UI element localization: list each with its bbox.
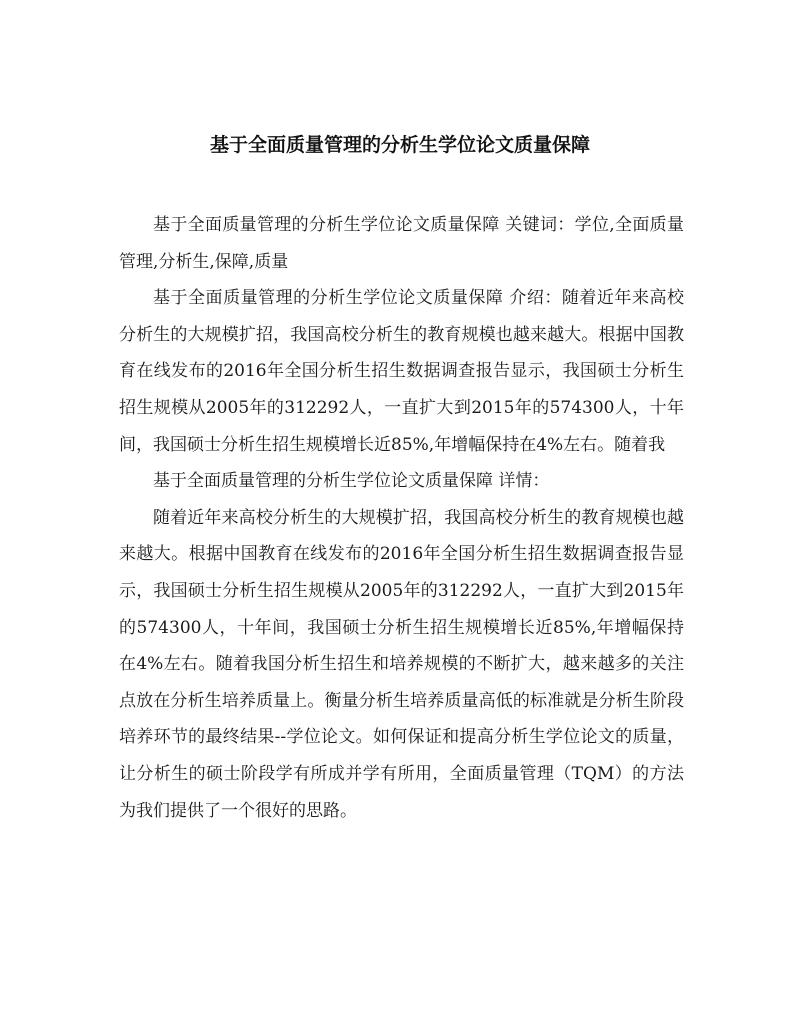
details-heading-paragraph: 基于全面质量管理的分析生学位论文质量保障 详情： (153, 471, 550, 492)
document-body (119, 207, 684, 829)
document-title: 基于全面质量管理的分析生学位论文质量保障 (209, 134, 590, 156)
details-body-paragraph: 随着近年来高校分析生的大规模扩招，我国高校分析生的教育规模也越来越大。根据中国教育在线发布的2016年全国分析生招生数据调查报告显示，我国硕士分析生招生规模从2005年的312292人，一直扩大到2015年的574300人，十年间，我国硕士分析生招生规模增长近85%,年增幅保持在4%左右。随着我国分析生招生和培养规模的不断扩大，越来越多的关注点放在分析生培养质量上。衡量分析生培养质量高低的标准就是分析生阶段培养环节的最终结果--学位论文。如何保证和提高分析生学位论文的质量，让分析生的硕士阶段学有所成并学有所用，全面质量管理（TQM）的方法为我们提供了一个很好的思路。 (119, 507, 684, 821)
keywords-paragraph: 基于全面质量管理的分析生学位论文质量保障 关键词：学位,全面质量管理,分析生,保障,质量 (119, 215, 684, 272)
introduction-paragraph: 基于全面质量管理的分析生学位论文质量保障 介绍：随着近年来高校分析生的大规模扩招，我国高校分析生的教育规模也越来越大。根据中国教育在线发布的2016年全国分析生招生数据调查报告显示，我国硕士分析生招生规模从2005年的312292人，一直扩大到2015年的574300人，十年间，我国硕士分析生招生规模增长近85%,年增幅保持在4%左右。随着我 (119, 288, 684, 455)
